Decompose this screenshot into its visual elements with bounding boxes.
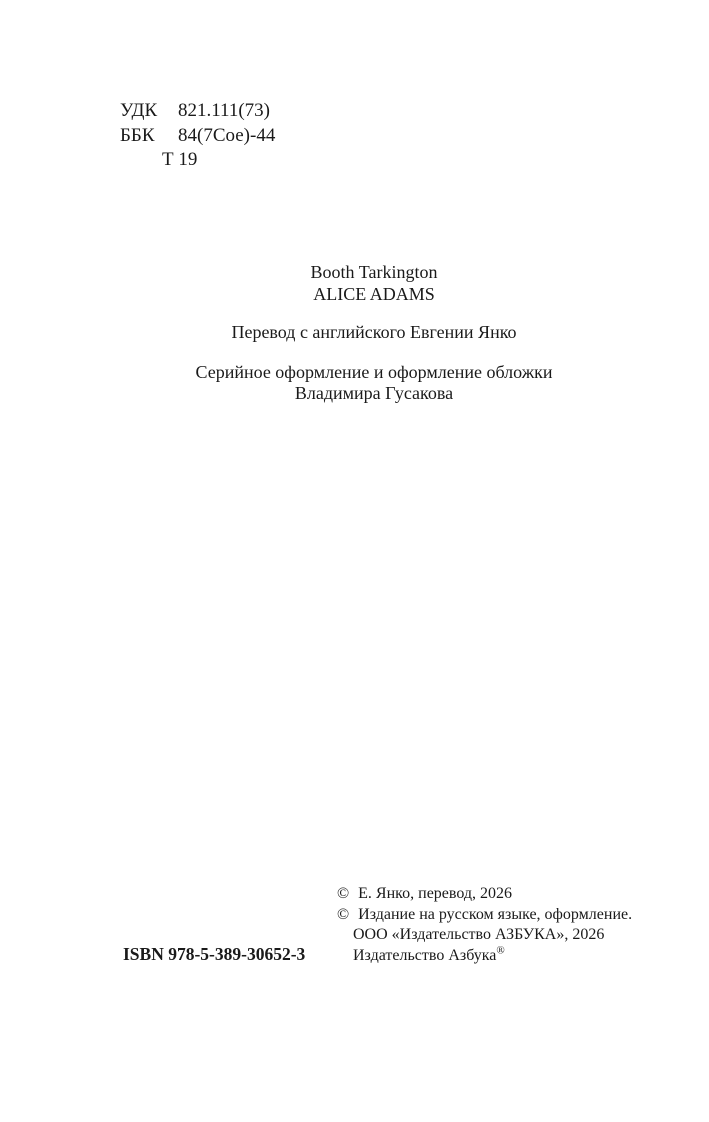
author-sign: Т 19 [162,149,198,170]
copyright-symbol: © [337,905,350,923]
translation-credit: Перевод с английского Евгении Янко [231,322,517,342]
copyright-symbol: © [337,885,350,902]
registered-trademark-mark: ® [496,944,505,957]
copyright-block [337,884,632,966]
publisher-company-line: ООО «Издательство АЗБУКА», 2026 [353,926,605,944]
bbk-label: ББК [120,124,155,146]
udk-label: УДК [120,100,158,121]
publisher-brand-line [337,946,632,967]
udk-value: 821.111(73) [178,100,270,121]
book-title: ALICE ADAMS [313,283,435,304]
title-block [39,262,709,405]
copyright-entry-publisher [337,905,632,926]
isbn: ISBN 978-5-389-30652-3 [123,944,306,964]
copyright-publisher-text: Издание на русском языке, оформление. [358,905,633,923]
copyright-entry-translator [337,884,632,905]
book-author: Booth Tarkington [310,262,438,282]
bbk-row [120,124,275,149]
bbk-value: 84(7Сое)-44 [178,124,276,146]
udk-row [120,99,275,124]
author-sign-row [120,148,275,173]
cataloging-block [120,99,275,173]
copyright-translator-text: Е. Янко, перевод, 2026 [358,885,513,902]
design-credit-line1: Серийное оформление и оформление обложки [195,361,553,382]
publisher-brand-text: Издательство Азбука [353,946,497,964]
design-credit-line2: Владимира Гусакова [294,383,454,403]
